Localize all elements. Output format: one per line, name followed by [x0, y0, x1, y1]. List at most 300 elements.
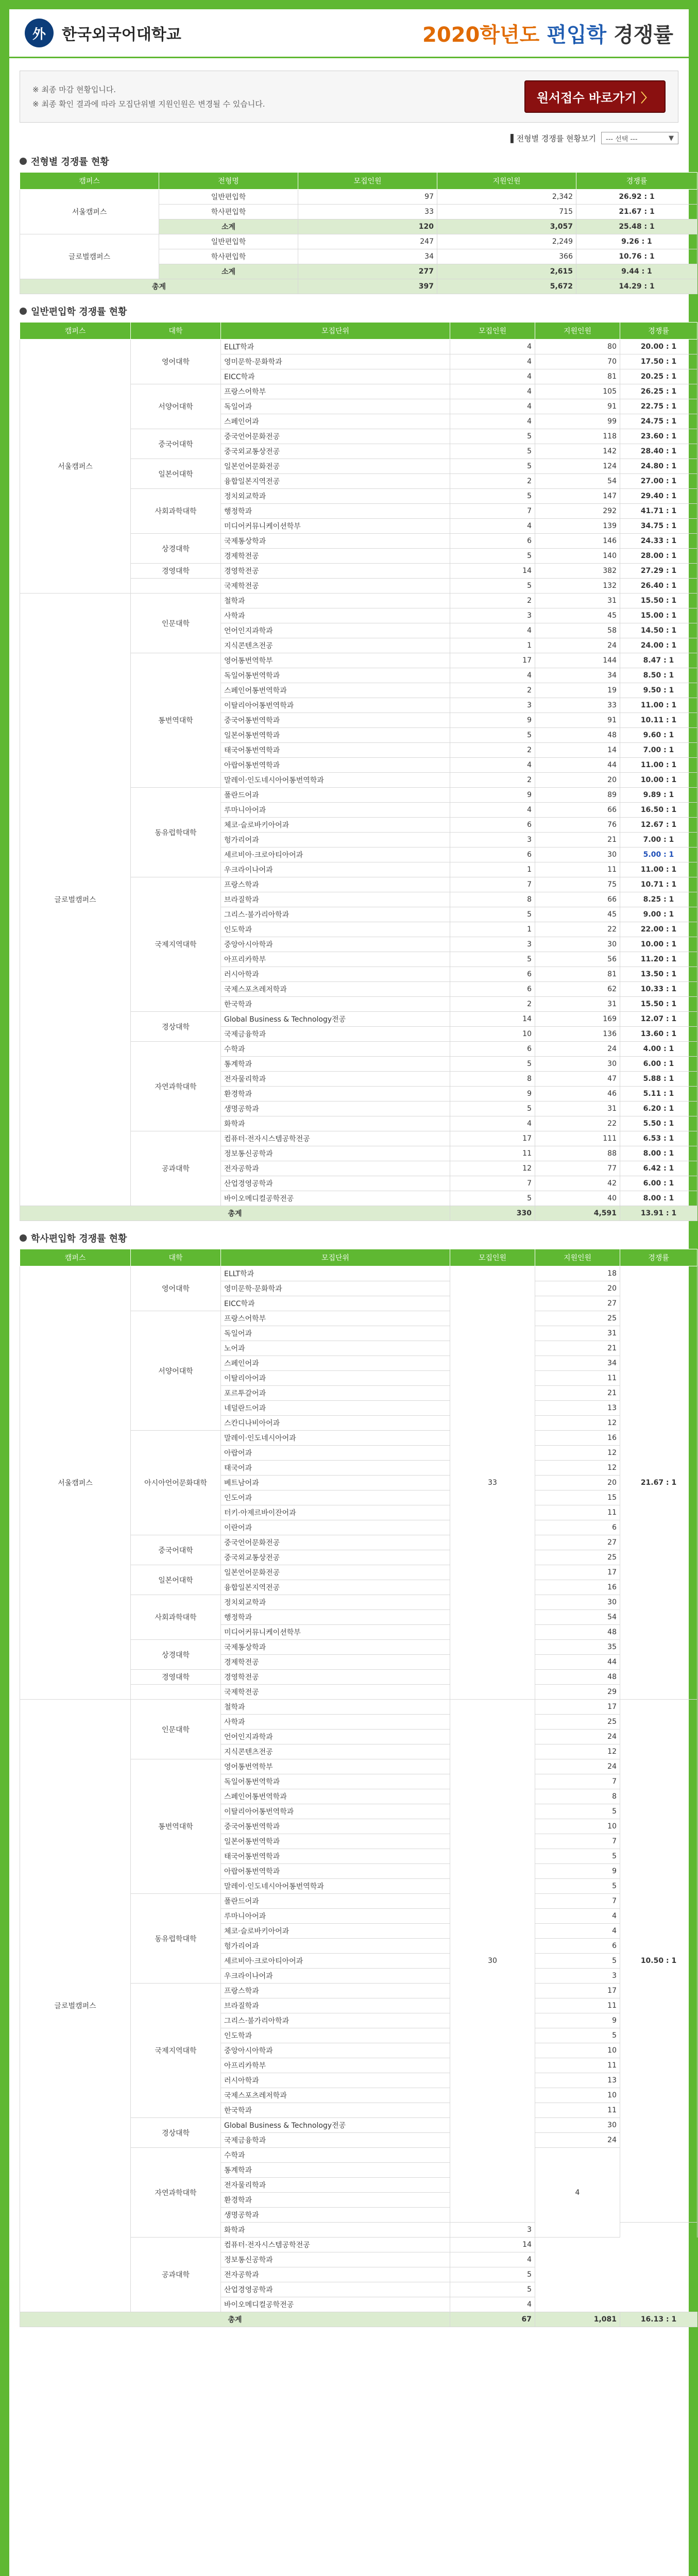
department-cell: 컴퓨터·전자시스템공학전공 [221, 2238, 450, 2252]
quota-cell: 2 [450, 594, 535, 608]
applicants-cell: 12 [535, 1416, 620, 1431]
applicants-cell: 6 [535, 1520, 620, 1535]
ratio-cell: 15.50 : 1 [620, 997, 697, 1012]
column-header: 경쟁률 [576, 173, 697, 190]
applicants-cell: 8 [535, 1789, 620, 1804]
quota-cell: 33 [450, 1266, 535, 1700]
applicants-cell: 76 [535, 818, 620, 833]
department-cell: 정보통신공학과 [221, 2252, 450, 2267]
applicants-cell: 382 [535, 564, 620, 579]
department-cell: 전자공학과 [221, 2267, 450, 2282]
quota-cell: 247 [298, 234, 437, 249]
department-cell: 정보통신공학과 [221, 1146, 450, 1161]
quota-cell: 5 [450, 952, 535, 967]
department-cell: 융합일본지역전공 [221, 474, 450, 489]
applicants-cell: 3 [450, 2223, 535, 2238]
applicants-cell: 147 [535, 489, 620, 504]
ratio-cell: 5.50 : 1 [620, 1116, 697, 1131]
general-table [20, 322, 697, 1221]
summary-table [20, 172, 697, 294]
ratio-cell: 27.00 : 1 [620, 474, 697, 489]
applicants-cell: 20 [535, 773, 620, 788]
ratio-cell: 21.67 : 1 [576, 205, 697, 219]
table-header-row [20, 1249, 697, 1266]
quota-cell: 4 [450, 414, 535, 429]
ratio-cell: 27.29 : 1 [620, 564, 697, 579]
department-cell: EICC학과 [221, 1296, 450, 1311]
quota-cell: 4 [450, 399, 535, 414]
department-cell: 중국언어문화전공 [221, 1535, 450, 1550]
department-cell: 루마니아어과 [221, 1909, 450, 1924]
department-cell: 터키·아제르바이잔어과 [221, 1505, 450, 1520]
applicants-cell: 31 [535, 997, 620, 1012]
ratio-cell: 4.00 : 1 [620, 1042, 697, 1057]
department-cell: 중국어통번역학과 [221, 713, 450, 728]
college-cell: 자연과학대학 [131, 2148, 221, 2238]
applicants-cell: 5 [535, 1879, 620, 1894]
department-cell: 체코·슬로바키아어과 [221, 1924, 450, 1939]
applicants-cell: 14 [535, 743, 620, 758]
department-cell: 체코·슬로바키아어과 [221, 818, 450, 833]
applicants-cell: 48 [535, 728, 620, 743]
applicants-cell: 34 [535, 1356, 620, 1371]
applicants-cell: 16 [535, 1431, 620, 1446]
applicants-cell: 54 [535, 1610, 620, 1625]
applicants-cell: 48 [535, 1670, 620, 1685]
ratio-cell: 9.50 : 1 [620, 683, 697, 698]
department-cell: 국제통상학과 [221, 1640, 450, 1655]
ratio-cell: 26.25 : 1 [620, 384, 697, 399]
page-header [9, 9, 689, 58]
department-cell: 스페인어과 [221, 414, 450, 429]
ratio-cell: 5.00 : 1 [620, 848, 697, 862]
department-cell: 헝가리어과 [221, 833, 450, 848]
applicants-cell: 7 [535, 1834, 620, 1849]
total-row [20, 1206, 697, 1221]
department-cell: EICC학과 [221, 369, 450, 384]
applicants-cell: 34 [535, 668, 620, 683]
ratio-cell: 8.47 : 1 [620, 653, 697, 668]
quota-cell: 17 [450, 653, 535, 668]
applicants-cell: 118 [535, 429, 620, 444]
college-cell: 서양어대학 [131, 1311, 221, 1431]
department-cell: 영미문학·문화학과 [221, 1281, 450, 1296]
department-cell: 바이오메디컬공학전공 [221, 2297, 450, 2312]
applicants-cell: 31 [535, 1326, 620, 1341]
department-cell: 일본어통번역학과 [221, 1834, 450, 1849]
department-cell: 네덜란드어과 [221, 1401, 450, 1416]
quota-cell: 97 [298, 190, 437, 205]
applicants-cell: 25 [535, 1715, 620, 1730]
ratio-cell: 9.60 : 1 [620, 728, 697, 743]
applicants-cell: 10 [535, 2043, 620, 2058]
ratio-cell: 24.80 : 1 [620, 459, 697, 474]
applicants-cell: 5,672 [437, 279, 576, 294]
ratio-cell: 11.00 : 1 [620, 698, 697, 713]
column-header: 경쟁률 [620, 1249, 697, 1266]
ratio-cell: 34.75 : 1 [620, 519, 697, 534]
applicants-cell: 91 [535, 399, 620, 414]
applicants-cell: 11 [535, 1371, 620, 1386]
applicants-cell: 12 [535, 1446, 620, 1461]
department-cell: 일본어통번역학과 [221, 728, 450, 743]
department-cell: 정치외교학과 [221, 489, 450, 504]
column-header: 전형명 [159, 173, 298, 190]
applicants-cell: 366 [437, 249, 576, 264]
section-title-general: 일반편입학 경쟁률 현황 [20, 304, 678, 318]
department-cell: 스페인어통번역학과 [221, 1789, 450, 1804]
ratio-cell: 20.25 : 1 [620, 369, 697, 384]
quota-cell: 4 [450, 803, 535, 818]
campus-cell: 글로벌캠퍼스 [20, 1700, 131, 2312]
quota-cell: 4 [450, 384, 535, 399]
ratio-cell: 22.00 : 1 [620, 922, 697, 937]
applicants-cell: 30 [535, 2118, 620, 2133]
department-cell: 헝가리어과 [221, 1939, 450, 1954]
ratio-cell: 24.75 : 1 [620, 414, 697, 429]
college-cell: 상경대학 [131, 1640, 221, 1670]
college-cell: 인문대학 [131, 594, 221, 653]
applicants-cell: 3,057 [437, 219, 576, 234]
quota-cell: 9 [450, 788, 535, 803]
applicants-cell: 70 [535, 354, 620, 369]
applicants-cell: 105 [535, 384, 620, 399]
column-header: 캠퍼스 [20, 323, 131, 340]
applicants-cell: 24 [535, 638, 620, 653]
applicants-cell: 4 [535, 1924, 620, 1939]
quota-cell: 2 [450, 743, 535, 758]
department-cell: 철학과 [221, 1700, 450, 1715]
applicants-cell: 142 [535, 444, 620, 459]
applicants-cell: 46 [535, 1087, 620, 1101]
quota-cell: 7 [450, 877, 535, 892]
applicants-cell: 136 [535, 1027, 620, 1042]
ratio-cell: 7.00 : 1 [620, 743, 697, 758]
department-cell: 영미문학·문화학과 [221, 354, 450, 369]
ratio-cell: 10.33 : 1 [620, 982, 697, 997]
ratio-cell: 8.00 : 1 [620, 1146, 697, 1161]
college-cell: 국제지역대학 [131, 877, 221, 1012]
applicants-cell: 54 [535, 474, 620, 489]
title-year: 2020학년도 [422, 23, 540, 47]
ratio-cell: 13.60 : 1 [620, 1027, 697, 1042]
campus-cell: 글로벌캠퍼스 [20, 594, 131, 1206]
department-cell: 환경학과 [221, 2193, 450, 2208]
applicants-cell: 66 [535, 892, 620, 907]
total-row [20, 2312, 697, 2327]
ratio-cell: 10.76 : 1 [576, 249, 697, 264]
department-cell: 베트남어과 [221, 1476, 450, 1490]
quota-cell: 6 [450, 967, 535, 982]
applicants-cell: 5 [450, 2282, 535, 2297]
ratio-cell: 8.00 : 1 [620, 1191, 697, 1206]
department-cell: 국제학전공 [221, 579, 450, 594]
table-row [20, 1700, 697, 1715]
section-title-bachelor: 학사편입학 경쟁률 현황 [20, 1231, 678, 1245]
quota-cell: 5 [450, 1057, 535, 1072]
department-cell: 한국학과 [221, 997, 450, 1012]
quota-cell: 2 [450, 773, 535, 788]
ratio-cell: 11.20 : 1 [620, 952, 697, 967]
department-cell: 영어통번역학부 [221, 1759, 450, 1774]
department-cell: 그리스·불가리아학과 [221, 2013, 450, 2028]
department-cell: 우크라이나어과 [221, 1969, 450, 1984]
college-cell: 상경대학 [131, 534, 221, 564]
department-cell: 철학과 [221, 594, 450, 608]
ratio-cell: 28.40 : 1 [620, 444, 697, 459]
department-cell: 경제학전공 [221, 1655, 450, 1670]
quota-cell: 5 [450, 1191, 535, 1206]
column-header: 모집단위 [221, 1249, 450, 1266]
applicants-cell: 144 [535, 653, 620, 668]
ratio-cell: 9.89 : 1 [620, 788, 697, 803]
department-cell: 브라질학과 [221, 892, 450, 907]
applicants-cell: 81 [535, 369, 620, 384]
applicants-cell: 3 [535, 1969, 620, 1984]
quota-cell: 120 [298, 219, 437, 234]
applicants-cell: 48 [535, 1625, 620, 1640]
ratio-cell: 10.50 : 1 [620, 1700, 697, 2223]
department-cell: 행정학과 [221, 1610, 450, 1625]
quota-cell: 7 [450, 504, 535, 519]
applicants-cell: 146 [535, 534, 620, 549]
applicants-cell: 124 [535, 459, 620, 474]
applicants-cell: 11 [535, 862, 620, 877]
quota-cell: 5 [450, 1101, 535, 1116]
applicants-cell: 5 [450, 2267, 535, 2282]
applicants-cell: 11 [535, 2103, 620, 2118]
applicants-cell: 18 [535, 1266, 620, 1281]
applicants-cell: 30 [535, 937, 620, 952]
apply-button-label: 원서접수 바로가기 [536, 91, 637, 105]
department-cell: 러시아학과 [221, 967, 450, 982]
applicants-cell: 22 [535, 922, 620, 937]
department-cell: 국제스포츠레저학과 [221, 982, 450, 997]
quota-cell: 34 [298, 249, 437, 264]
ratio-cell: 17.50 : 1 [620, 354, 697, 369]
applicants-cell: 35 [535, 1640, 620, 1655]
department-cell: 우크라이나어과 [221, 862, 450, 877]
notice-line: ※ 최종 마감 현황입니다. [32, 84, 116, 94]
applicants-cell: 66 [535, 803, 620, 818]
department-cell: 태국어통번역학과 [221, 1849, 450, 1864]
ratio-cell: 10.00 : 1 [620, 937, 697, 952]
department-cell: 그리스·불가리아학과 [221, 907, 450, 922]
column-header: 캠퍼스 [20, 1249, 131, 1266]
applicants-cell: 5 [535, 1954, 620, 1969]
department-cell: 전자물리학과 [221, 2178, 450, 2193]
department-cell: 미디어커뮤니케이션학부 [221, 519, 450, 534]
department-cell: 인도어과 [221, 1490, 450, 1505]
title-kind: 편입학 [547, 23, 607, 47]
ratio-cell: 7.00 : 1 [620, 833, 697, 848]
quota-cell: 4 [450, 623, 535, 638]
department-cell: 독일어통번역학과 [221, 668, 450, 683]
applicants-cell: 12 [535, 1461, 620, 1476]
department-cell: 노어과 [221, 1341, 450, 1356]
university-name: 한국외국어대학교 [62, 26, 181, 44]
notice-box [20, 71, 678, 123]
applicants-cell: 15 [535, 1490, 620, 1505]
ratio-cell: 9.00 : 1 [620, 907, 697, 922]
applicants-cell: 91 [535, 713, 620, 728]
apply-button[interactable] [524, 80, 666, 113]
bullet-icon [20, 1234, 27, 1242]
department-cell: 산업경영공학과 [221, 2282, 450, 2297]
column-header: 지원인원 [437, 173, 576, 190]
department-cell: 전자공학과 [221, 1161, 450, 1176]
ratio-cell: 6.00 : 1 [620, 1057, 697, 1072]
department-cell: 국제금융학과 [221, 2133, 450, 2148]
department-cell: 독일어과 [221, 1326, 450, 1341]
department-cell: 말레이·인도네시아어통번역학과 [221, 1879, 450, 1894]
quota-cell: 2 [450, 683, 535, 698]
department-cell: 컴퓨터·전자시스템공학전공 [221, 1131, 450, 1146]
ratio-cell: 26.40 : 1 [620, 579, 697, 594]
applicants-cell: 13 [535, 2073, 620, 2088]
admission-type-select[interactable]: --- 선택 --- ▼ [601, 132, 678, 144]
quota-cell: 30 [450, 1700, 535, 2223]
quota-cell: 6 [450, 534, 535, 549]
applicants-cell: 4,591 [535, 1206, 620, 1221]
department-cell: 중앙아시아학과 [221, 2043, 450, 2058]
total-label: 총계 [20, 1206, 450, 1221]
quota-cell: 11 [450, 1146, 535, 1161]
quota-cell: 3 [450, 937, 535, 952]
ratio-cell: 24.00 : 1 [620, 638, 697, 653]
applicants-cell: 19 [535, 683, 620, 698]
department-cell: 수학과 [221, 2148, 450, 2163]
applicants-cell: 29 [535, 1685, 620, 1700]
applicants-cell: 24 [535, 1759, 620, 1774]
department-cell: 지식콘텐츠전공 [221, 638, 450, 653]
applicants-cell: 10 [535, 1819, 620, 1834]
department-cell: 태국어과 [221, 1461, 450, 1476]
college-cell: 중국어대학 [131, 1535, 221, 1565]
quota-cell: 330 [450, 1206, 535, 1221]
type-cell: 일반편입학 [159, 234, 298, 249]
ratio-cell: 15.50 : 1 [620, 594, 697, 608]
title-rest: 경쟁률 [614, 23, 673, 47]
column-header: 지원인원 [535, 323, 620, 340]
quota-cell: 10 [450, 1027, 535, 1042]
applicants-cell: 4 [450, 2252, 535, 2267]
ratio-cell: 10.00 : 1 [620, 773, 697, 788]
column-header: 지원인원 [535, 1249, 620, 1266]
applicants-cell: 10 [535, 2088, 620, 2103]
applicants-cell: 62 [535, 982, 620, 997]
bullet-icon [20, 158, 27, 165]
college-cell: 동유럽학대학 [131, 788, 221, 877]
applicants-cell: 24 [535, 1042, 620, 1057]
quota-cell: 5 [450, 429, 535, 444]
applicants-cell: 58 [535, 623, 620, 638]
department-cell: 중국언어문화전공 [221, 429, 450, 444]
ratio-cell: 14.29 : 1 [576, 279, 697, 294]
department-cell: 일본언어문화전공 [221, 459, 450, 474]
applicants-cell: 132 [535, 579, 620, 594]
quota-cell: 6 [450, 848, 535, 862]
quota-cell: 6 [450, 1042, 535, 1057]
college-cell: 일본어대학 [131, 459, 221, 489]
applicants-cell: 99 [535, 414, 620, 429]
ratio-cell: 11.00 : 1 [620, 862, 697, 877]
department-cell: 아랍어통번역학과 [221, 758, 450, 773]
college-cell [131, 1685, 221, 1700]
department-cell: 정치외교학과 [221, 1595, 450, 1610]
department-cell: 프랑스어학부 [221, 384, 450, 399]
quota-cell: 3 [450, 698, 535, 713]
department-cell: 스페인어과 [221, 1356, 450, 1371]
ratio-cell: 6.53 : 1 [620, 1131, 697, 1146]
applicants-cell: 5 [535, 1804, 620, 1819]
department-cell: 융합일본지역전공 [221, 1580, 450, 1595]
department-cell: 스칸디나비아어과 [221, 1416, 450, 1431]
total-label: 총계 [20, 279, 298, 294]
ratio-cell: 10.11 : 1 [620, 713, 697, 728]
department-cell: 수학과 [221, 1042, 450, 1057]
college-cell: 공과대학 [131, 1131, 221, 1206]
page-content [9, 9, 689, 2576]
college-cell: 사회과학대학 [131, 489, 221, 534]
applicants-cell: 292 [535, 504, 620, 519]
quota-cell: 5 [450, 489, 535, 504]
applicants-cell: 7 [535, 1774, 620, 1789]
college-cell: 자연과학대학 [131, 1042, 221, 1131]
college-cell: 인문대학 [131, 1700, 221, 1759]
department-cell: 인도학과 [221, 2028, 450, 2043]
college-cell: 통번역대학 [131, 653, 221, 788]
department-cell: 세르비아·크로아티아어과 [221, 848, 450, 862]
applicants-cell: 44 [535, 758, 620, 773]
selector-row [20, 132, 678, 144]
department-cell: 언어인지과학과 [221, 1730, 450, 1744]
applicants-cell: 7 [535, 1894, 620, 1909]
ratio-cell: 8.25 : 1 [620, 892, 697, 907]
applicants-cell: 6 [535, 1939, 620, 1954]
applicants-cell: 31 [535, 1101, 620, 1116]
college-cell: 아시아언어문화대학 [131, 1431, 221, 1535]
department-cell: 통계학과 [221, 1057, 450, 1072]
column-header: 대학 [131, 323, 221, 340]
applicants-cell: 81 [535, 967, 620, 982]
department-cell: 이탈리아어통번역학과 [221, 698, 450, 713]
department-cell: 국제스포츠레저학과 [221, 2088, 450, 2103]
column-header: 모집인원 [450, 1249, 535, 1266]
applicants-cell: 17 [535, 1700, 620, 1715]
ratio-cell: 11.00 : 1 [620, 758, 697, 773]
quota-cell: 397 [298, 279, 437, 294]
quota-cell: 5 [450, 728, 535, 743]
quota-cell: 2 [450, 474, 535, 489]
total-row [20, 279, 697, 294]
quota-cell: 7 [450, 1176, 535, 1191]
quota-cell: 14 [450, 1012, 535, 1027]
quota-cell: 1 [450, 922, 535, 937]
ratio-cell: 15.00 : 1 [620, 608, 697, 623]
department-cell: 말레이·인도네시아어과 [221, 1431, 450, 1446]
department-cell: 통계학과 [221, 2163, 450, 2178]
ratio-cell: 8.50 : 1 [620, 668, 697, 683]
applicants-cell: 111 [535, 1131, 620, 1146]
applicants-cell: 31 [535, 594, 620, 608]
quota-cell: 4 [450, 369, 535, 384]
chevron-down-icon: ▼ [669, 134, 674, 142]
applicants-cell: 42 [535, 1176, 620, 1191]
department-cell: 프랑스학과 [221, 1984, 450, 1998]
department-cell: 중앙아시아학과 [221, 937, 450, 952]
column-header: 모집단위 [221, 323, 450, 340]
